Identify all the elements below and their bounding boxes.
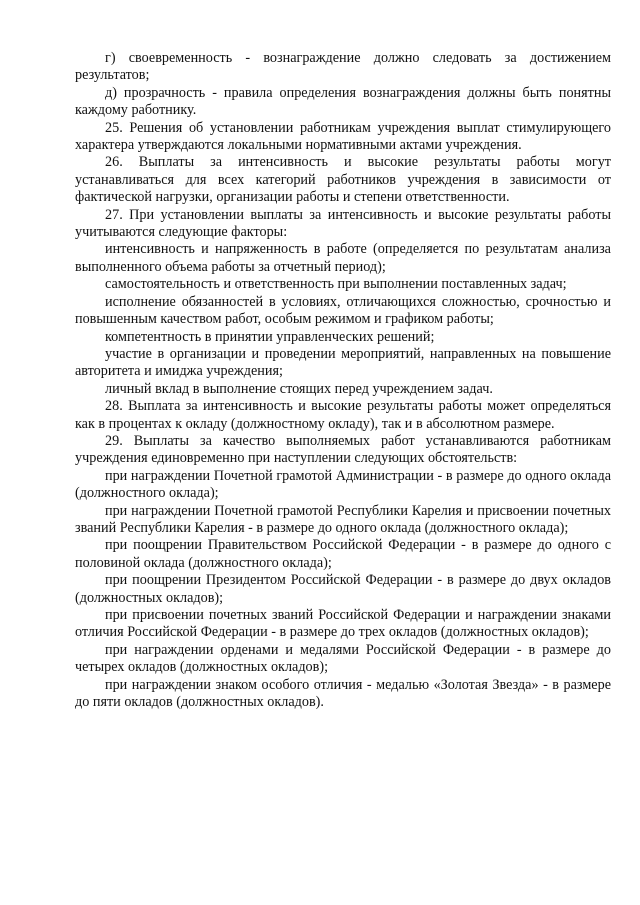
paragraph: при поощрении Правительством Российской Федерации - в размере до одного с половиной оклада (должностного оклада); [75,537,611,571]
paragraph: участие в организации и проведении мероприятий, направленных на повышение авторитета и имиджа учреждения; [75,345,611,380]
paragraph: личный вклад в выполнение стоящих перед учреждением задач. [105,380,493,397]
paragraph: при награждении орденами и медалями Российской Федерации - в размере до четырех окладов (должностных окладов); [75,641,611,676]
paragraph: при поощрении Президентом Российской Федерации - в размере до двух окладов (должностных окладов); [75,572,611,606]
paragraph: самостоятельность и ответственность при выполнении поставленных задач; [105,276,567,293]
paragraph: при награждении знаком особого отличия - медалью «Золотая Звезда» - в размере до пяти окладов (должностных окладов). [75,676,611,711]
paragraph: 26. Выплаты за интенсивность и высокие результаты работы могут устанавливаться для всех категорий работников учреждения в зависимости от фактической нагрузки, организации работы и степени ответственности. [75,154,611,206]
paragraph: при награждении Почетной грамотой Республики Карелия и присвоении почетных званий Республики Карелия - в размере до одного оклада (должностного оклада); [75,502,611,536]
paragraph: интенсивность и напряженность в работе (определяется по результатам анализа выполненного объема работы за отчетный период); [75,241,611,275]
paragraph: при присвоении почетных званий Российской Федерации и награждении знаками отличия Российской Федерации - в размере до трех окладов (должностных окладов); [75,607,611,641]
paragraph: 25. Решения об установлении работникам учреждения выплат стимулирующего характера утверждаются локальными нормативными актами учреждения. [75,119,611,154]
document-body [75,50,611,711]
paragraph: 27. При установлении выплаты за интенсивность и высокие результаты работы учитываются следующие факторы: [75,206,611,241]
paragraph: компетентность в принятии управленческих решений; [105,328,435,345]
paragraph: 28. Выплата за интенсивность и высокие результаты работы может определяться как в процентах к окладу (должностному окладу), так и в абсолютном размере. [75,398,611,432]
paragraph: при награждении Почетной грамотой Администрации - в размере до одного оклада (должностного оклада); [75,467,611,502]
paragraph: исполнение обязанностей в условиях, отличающихся сложностью, срочностью и повышенным качеством работ, особым режимом и графиком работы; [75,293,611,328]
paragraph: д) прозрачность - правила определения вознаграждения должны быть понятны каждому работнику. [75,84,611,119]
paragraph: г) своевременность - вознаграждение должно следовать за достижением результатов; [75,50,611,84]
paragraph: 29. Выплаты за качество выполняемых работ устанавливаются работникам учреждения единовременно при наступлении следующих обстоятельств: [75,432,611,467]
